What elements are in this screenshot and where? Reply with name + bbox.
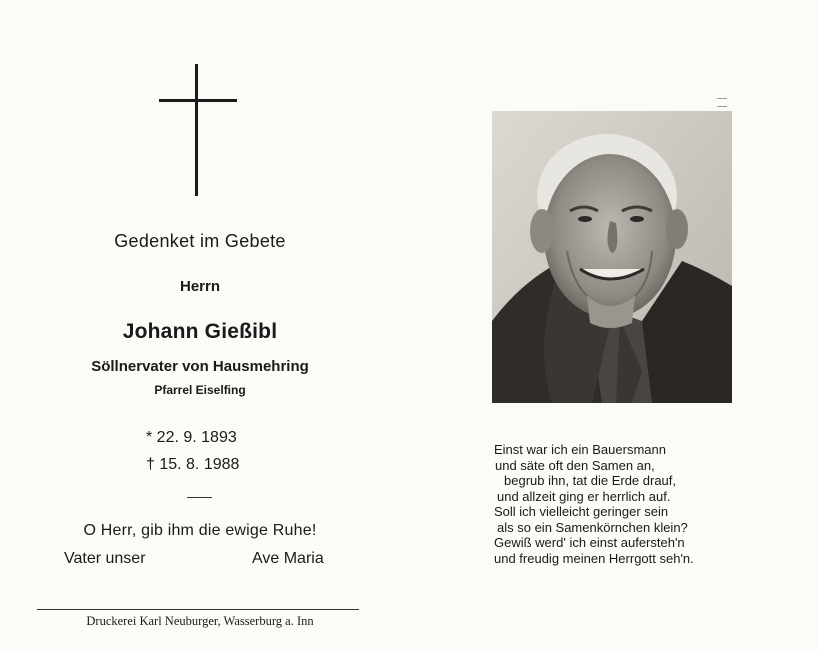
salutation: Herrn — [179, 278, 220, 295]
left-panel — [0, 0, 400, 650]
portrait-photo — [492, 111, 732, 403]
parish: Pfarrel Eiselfing — [154, 383, 246, 397]
poem-line: begrub ihn, tat die Erde drauf, — [504, 473, 677, 488]
divider-dash — [187, 497, 212, 498]
printer-imprint: Druckerei Karl Neuburger, Wasserburg a. Inn — [86, 614, 314, 628]
memorial-poem — [494, 442, 794, 566]
portrait-photo-drawing — [492, 111, 732, 403]
poem-line: als so ein Samenkörnchen klein? — [497, 519, 688, 535]
poem-line: und säte oft den Samen an, — [495, 457, 655, 473]
prayer-line: O Herr, gib ihm die ewige Ruhe! — [83, 522, 317, 539]
deceased-name: Johann Gießibl — [122, 320, 278, 343]
cross-icon — [159, 64, 237, 196]
poem-line: Gewiß werd' ich einst aufersteh'n — [494, 535, 685, 550]
birth-date: * 22. 9. 1893 — [146, 429, 237, 446]
poem-line: Einst war ich ein Bauersmann — [494, 442, 666, 457]
footer-rule — [37, 609, 359, 610]
greeting: Gedenket im Gebete — [114, 231, 286, 251]
death-date: † 15. 8. 1988 — [146, 456, 240, 473]
prayer-ave-maria: Ave Maria — [252, 550, 324, 567]
poem-line: und allzeit ging er herrlich auf. — [497, 488, 671, 504]
deceased-role: Söllnervater von Hausmehring — [91, 358, 309, 375]
poem-line: und freudig meinen Herrgott seh'n. — [494, 550, 694, 566]
prayer-vater-unser: Vater unser — [64, 550, 146, 567]
poem-line: Soll ich vielleicht geringer sein — [494, 504, 669, 519]
